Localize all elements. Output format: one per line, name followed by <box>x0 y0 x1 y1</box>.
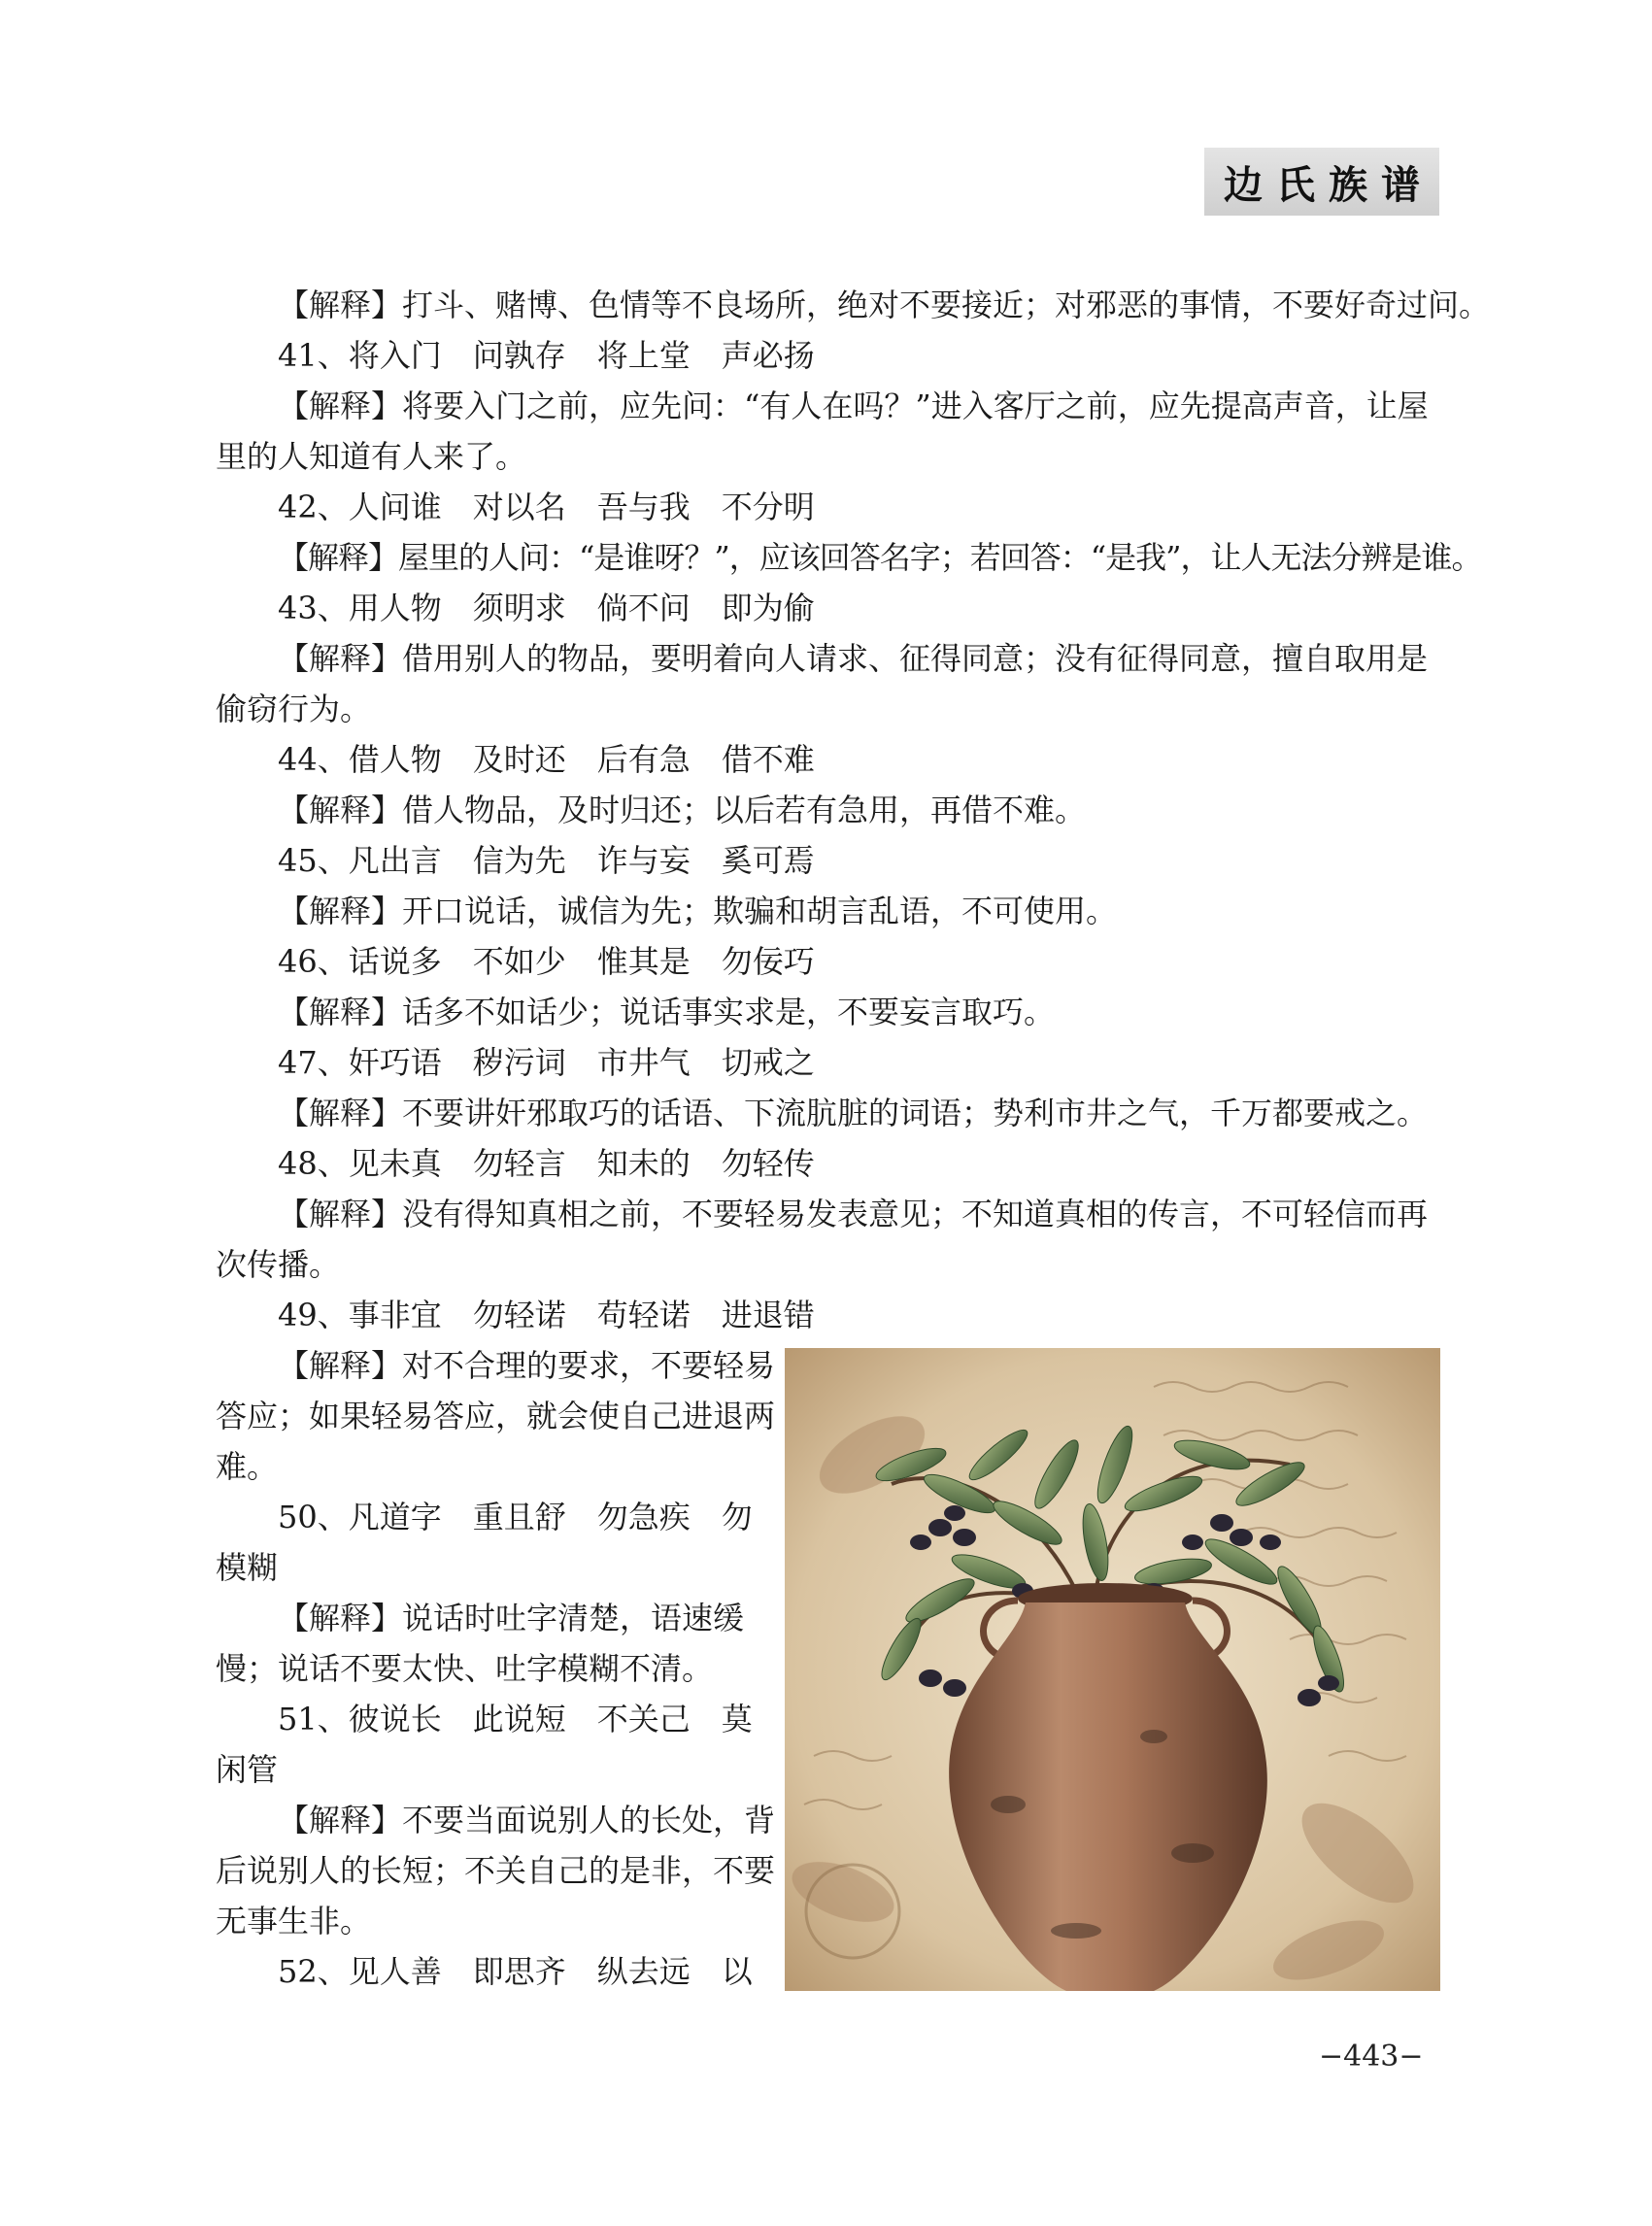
verse-line-51: 51、彼说长 此说短 不关己 莫闲管 <box>216 1701 753 1788</box>
explanation-paragraph: 【解释】开口说话，诚信为先；欺骗和胡言乱语，不可使用。 <box>278 893 1118 929</box>
explanation-paragraph: 【解释】说话时吐字清楚，语速缓慢；说话不要太快、吐字模糊不清。 <box>216 1600 745 1687</box>
explanation-paragraph: 【解释】对不合理的要求，不要轻易答应；如果轻易答应，就会使自己进退两难。 <box>216 1347 776 1485</box>
explanation-paragraph: 【解释】话多不如话少；说话事实求是，不要妄言取巧。 <box>278 994 1056 1030</box>
verse-line-44: 44、借人物 及时还 后有急 借不难 <box>278 741 815 778</box>
explanation-paragraph: 【解释】将要入门之前，应先问：“有人在吗？”进入客厅之前，应先提高声音，让屋里的人知道有人来了。 <box>216 388 1429 475</box>
narrow-text-column <box>216 1340 777 1997</box>
verse-line-46: 46、话说多 不如少 惟其是 勿佞巧 <box>278 943 815 980</box>
verse-line-47: 47、奸巧语 秽污词 市井气 切戒之 <box>278 1044 815 1081</box>
chapter-header-tab <box>1204 148 1439 216</box>
verse-line-48: 48、见未真 勿轻言 知未的 勿轻传 <box>278 1145 815 1182</box>
verse-line-41: 41、将入门 问孰存 将上堂 声必扬 <box>278 337 815 374</box>
chapter-title: 边氏族谱 <box>1224 161 1433 208</box>
vase-illustration <box>785 1348 1440 1991</box>
explanation-paragraph: 【解释】借用别人的物品，要明着向人请求、征得同意；没有征得同意，擅自取用是偷窃行为。 <box>216 640 1429 727</box>
explanation-paragraph: 【解释】不要讲奸邪取巧的话语、下流肮脏的词语；势利市井之气，千万都要戒之。 <box>278 1095 1429 1131</box>
verse-line-52: 52、见人善 即思齐 纵去远 以 <box>278 1953 753 1990</box>
verse-line-50: 50、凡道字 重且舒 勿急疾 勿模糊 <box>216 1499 753 1586</box>
explanation-paragraph: 【解释】没有得知真相之前，不要轻易发表意见；不知道真相的传言，不可轻信而再次传播。 <box>216 1196 1429 1283</box>
verse-line-45: 45、凡出言 信为先 诈与妄 奚可焉 <box>278 842 815 879</box>
verse-line-49: 49、事非宜 勿轻诺 苟轻诺 进退错 <box>278 1297 815 1333</box>
verse-line-43: 43、用人物 须明求 倘不问 即为偷 <box>278 590 815 626</box>
explanation-paragraph: 【解释】借人物品，及时归还；以后若有急用，再借不难。 <box>278 792 1087 828</box>
explanation-paragraph: 【解释】打斗、赌博、色情等不良场所，绝对不要接近；对邪恶的事情，不要好奇过问。 <box>278 287 1491 323</box>
explanation-paragraph: 【解释】屋里的人问：“是谁呀？”，应该回答名字；若回答：“是我”，让人无法分辨是谁。 <box>278 539 1482 576</box>
explanation-paragraph: 【解释】不要当面说别人的长处，背后说别人的长短；不关自己的是非，不要无事生非。 <box>216 1802 776 1939</box>
verse-line-42: 42、人问谁 对以名 吾与我 不分明 <box>278 489 815 525</box>
page-number: −443− <box>1319 2040 1424 2074</box>
